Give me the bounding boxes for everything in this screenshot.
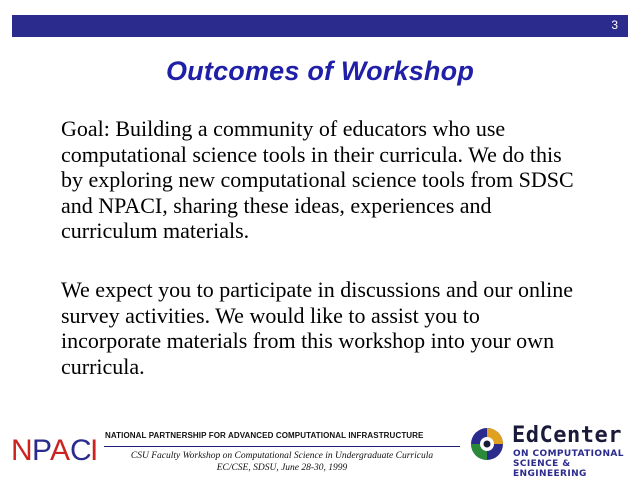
svg-text:I: I	[90, 434, 97, 466]
expectation-paragraph: We expect you to participate in discussions and our online survey activities. We would like to assist you to incorporate materials from this workshop into your own curricula.	[61, 277, 574, 379]
footer-divider	[104, 446, 460, 447]
svg-text:N: N	[11, 434, 31, 466]
svg-text:A: A	[50, 434, 69, 466]
title-bar	[12, 15, 628, 37]
goal-paragraph: Goal: Building a community of educators who use computational science tools in their curricula. We do this by exploring new computational science tools from SDSC and NPACI, sharing these ideas, experiences and curriculum materials.	[61, 116, 574, 243]
edcenter-title: EdCenter	[512, 423, 622, 448]
edcenter-subtitle-line2: SCIENCE & ENGINEERING	[513, 459, 587, 479]
edcenter-subtitle-line1: ON COMPUTATIONAL	[513, 449, 624, 459]
workshop-title: CSU Faculty Workshop on Computational Science in Undergraduate Curricula	[130, 451, 434, 461]
npaci-full-name: NATIONAL PARTNERSHIP FOR ADVANCED COMPUTATIONAL INFRASTRUCTURE	[105, 431, 424, 440]
slide-title: Outcomes of Workshop	[165, 56, 475, 86]
svg-text:C: C	[70, 434, 90, 466]
edcenter-logo-mark	[469, 424, 505, 464]
svg-text:P: P	[32, 434, 51, 466]
workshop-location-date: EC/CSE, SDSU, June 28-30, 1999	[216, 463, 348, 473]
slide-number: 3	[611, 18, 618, 32]
npaci-logo	[10, 430, 102, 466]
